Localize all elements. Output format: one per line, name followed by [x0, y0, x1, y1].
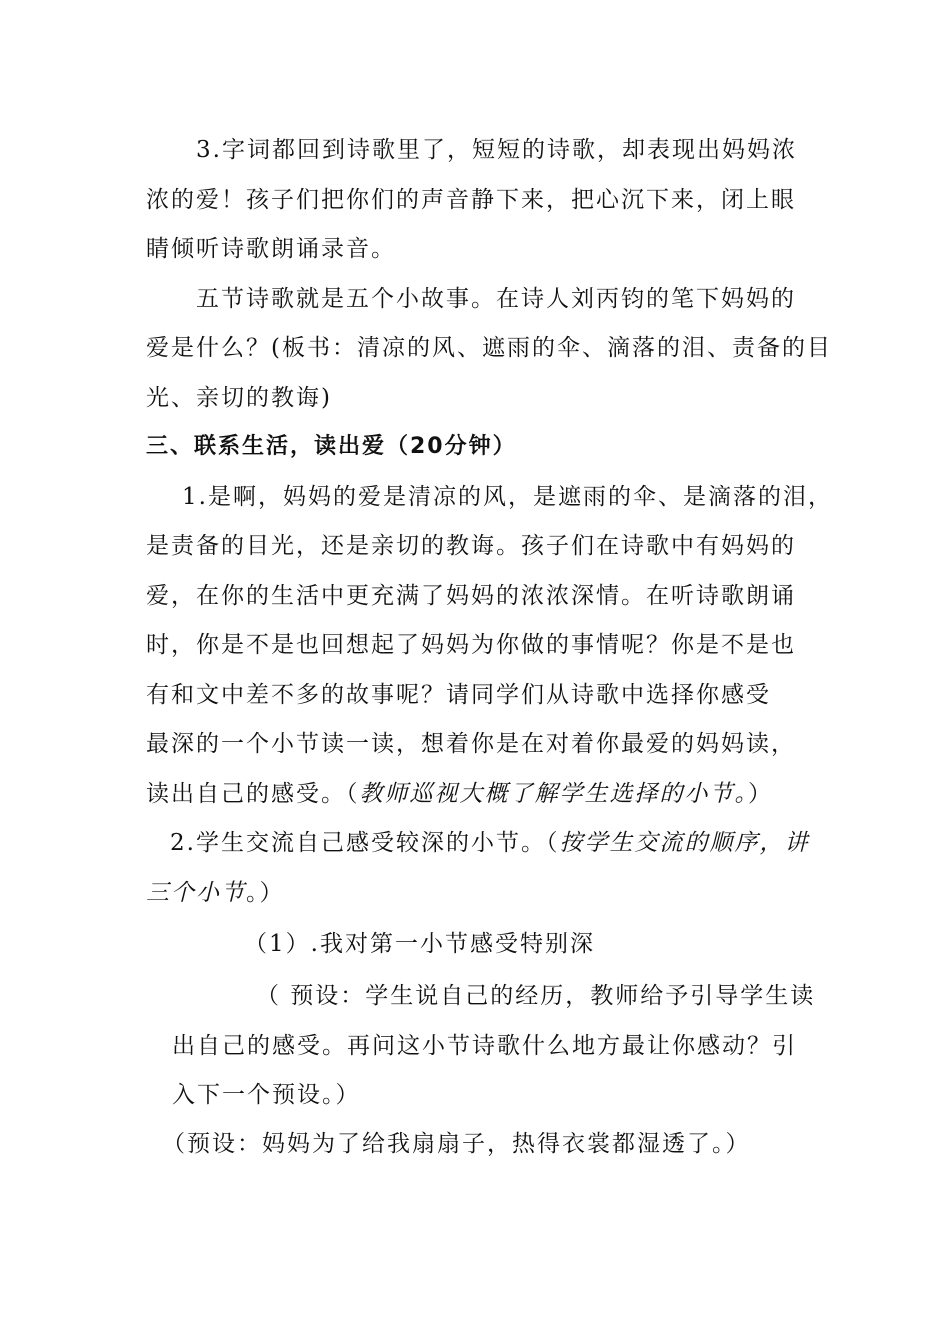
paragraph-line: 光、亲切的教诲) [146, 385, 332, 411]
text-segment: 读出自己的感受。（ [146, 781, 360, 807]
paragraph-line: 浓的爱！孩子们把你们的声音静下来，把心沉下来，闭上眼 [146, 187, 796, 213]
subsection-line: （1）.我对第一小节感受特别深 [244, 931, 595, 957]
text-segment: ） [748, 781, 773, 807]
italic-note: 教师巡视大概了解学生选择的小节。 [359, 781, 748, 807]
paragraph-line: 五节诗歌就是五个小故事。在诗人刘丙钧的笔下妈妈的 [196, 286, 796, 312]
paragraph-line: 爱是什么？(板书：清凉的风、遮雨的伞、滴落的泪、责备的目 [146, 335, 832, 361]
paragraph-line: 出自己的感受。再问这小节诗歌什么地方最让你感动？引 [172, 1033, 797, 1059]
text-segment: 2.学生交流自己感受较深的小节。（ [170, 830, 560, 856]
paragraph-line: 时，你是不是也回想起了妈妈为你做的事情呢？你是不是也 [146, 632, 796, 658]
text-segment: 。） [246, 880, 285, 906]
paragraph-line: 入下一个预设。） [172, 1082, 361, 1108]
paragraph-line: 有和文中差不多的故事呢？请同学们从诗歌中选择你感受 [146, 682, 771, 708]
paragraph-line: 睛倾听诗歌朗诵录音。 [146, 236, 396, 262]
paragraph-line: （预设：妈妈为了给我扇扇子，热得衣裳都湿透了。） [162, 1131, 751, 1157]
paragraph-line: 最深的一个小节读一读，想着你是在对着你最爱的妈妈读， [146, 731, 796, 757]
paragraph-line: 是责备的目光，还是亲切的教诲。孩子们在诗歌中有妈妈的 [146, 533, 796, 559]
italic-note: 三个小节 [146, 880, 246, 906]
paragraph-line [170, 828, 809, 858]
italic-note: 按学生交流的顺序，讲 [559, 830, 810, 856]
section-heading: 三、联系生活，读出爱（20分钟） [146, 434, 517, 459]
paragraph-line: 3.字词都回到诗歌里了，短短的诗歌，却表现出妈妈浓 [196, 137, 797, 163]
paragraph-line: 1.是啊，妈妈的爱是清凉的风，是遮雨的伞、是滴落的泪， [182, 484, 833, 510]
paragraph-line: 爱，在你的生活中更充满了妈妈的浓浓深情。在听诗歌朗诵 [146, 583, 796, 609]
paragraph-line [146, 779, 773, 809]
paragraph-line [146, 878, 285, 908]
paragraph-line: （ 预设：学生说自己的经历，教师给予引导学生读 [256, 983, 816, 1009]
